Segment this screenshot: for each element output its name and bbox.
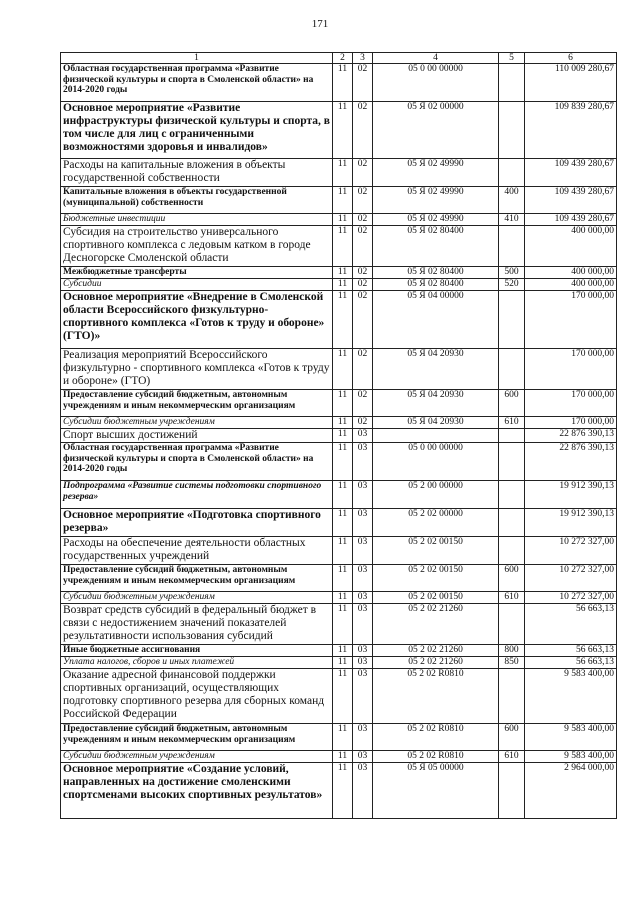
row-name-cell: Бюджетные инвестиции	[61, 214, 333, 226]
amount-cell: 22 876 390,13	[525, 443, 617, 481]
row-name-cell: Субсидии бюджетным учреждениям	[61, 751, 333, 763]
section-code-cell: 11	[333, 159, 353, 187]
page-number: 171	[311, 18, 329, 30]
target-article-cell: 05 2 02 21260	[373, 645, 499, 657]
table-row	[61, 349, 617, 390]
expense-type-cell: 400	[499, 187, 525, 214]
amount-cell: 109 839 280,67	[525, 102, 617, 159]
row-name-cell: Уплата налогов, сборов и иных платежей	[61, 657, 333, 669]
expense-type-cell: 410	[499, 214, 525, 226]
row-name-cell: Областная государственная программа «Развитие физической культуры и спорта в Смоленской области» на 2014-2020 годы	[61, 443, 333, 481]
section-code-cell: 11	[333, 279, 353, 291]
section-code-cell: 11	[333, 604, 353, 645]
target-article-cell: 05 Я 04 20930	[373, 349, 499, 390]
expense-type-cell	[499, 291, 525, 349]
table-row	[61, 279, 617, 291]
expense-type-cell	[499, 604, 525, 645]
target-article-cell: 05 2 02 00000	[373, 509, 499, 537]
column-number-row	[61, 53, 617, 64]
amount-cell: 170 000,00	[525, 390, 617, 417]
section-code-cell: 11	[333, 429, 353, 443]
table-row	[61, 481, 617, 509]
target-article-cell: 05 2 02 00150	[373, 537, 499, 565]
subsection-code-cell: 03	[353, 592, 373, 604]
column-number: 3	[353, 53, 373, 64]
table-row	[61, 751, 617, 763]
expense-type-cell	[499, 349, 525, 390]
table-row	[61, 267, 617, 279]
row-name-cell: Реализация мероприятий Всероссийского физкультурно - спортивного комплекса «Готов к труду и обороне» (ГТО)	[61, 349, 333, 390]
table-row	[61, 64, 617, 102]
row-name-cell: Предоставление субсидий бюджетным, автономным учреждениям и иным некоммерческим организациям	[61, 724, 333, 751]
section-code-cell: 11	[333, 64, 353, 102]
row-name-cell: Субсидии бюджетным учреждениям	[61, 592, 333, 604]
target-article-cell	[373, 429, 499, 443]
target-article-cell: 05 2 02 R0810	[373, 751, 499, 763]
section-code-cell: 11	[333, 657, 353, 669]
subsection-code-cell: 02	[353, 214, 373, 226]
row-name-cell: Предоставление субсидий бюджетным, автономным учреждениям и иным некоммерческим организациям	[61, 390, 333, 417]
expense-type-cell	[499, 64, 525, 102]
expense-type-cell: 800	[499, 645, 525, 657]
amount-cell: 2 964 000,00	[525, 763, 617, 819]
amount-cell: 109 439 280,67	[525, 214, 617, 226]
section-code-cell: 11	[333, 763, 353, 819]
target-article-cell: 05 0 00 00000	[373, 64, 499, 102]
row-name-cell: Предоставление субсидий бюджетным, автономным учреждениям и иным некоммерческим организациям	[61, 565, 333, 592]
amount-cell: 10 272 327,00	[525, 565, 617, 592]
row-name-cell: Основное мероприятие «Внедрение в Смоленской области Всероссийского физкультурно-спортивного комплекса «Готов к труду и обороне» (ГТО)»	[61, 291, 333, 349]
amount-cell: 170 000,00	[525, 349, 617, 390]
expense-type-cell: 850	[499, 657, 525, 669]
amount-cell: 400 000,00	[525, 267, 617, 279]
row-name-cell: Расходы на капитальные вложения в объекты государственной собственности	[61, 159, 333, 187]
row-name-cell: Субсидия на строительство универсального спортивного комплекса с ледовым катком в городе Десногорске Смоленской области	[61, 226, 333, 267]
amount-cell: 10 272 327,00	[525, 537, 617, 565]
section-code-cell: 11	[333, 751, 353, 763]
subsection-code-cell: 02	[353, 417, 373, 429]
expense-type-cell: 600	[499, 724, 525, 751]
table-row	[61, 102, 617, 159]
amount-cell: 110 009 280,67	[525, 64, 617, 102]
section-code-cell: 11	[333, 443, 353, 481]
expense-type-cell	[499, 102, 525, 159]
expense-type-cell	[499, 669, 525, 724]
row-name-cell: Субсидии	[61, 279, 333, 291]
section-code-cell: 11	[333, 417, 353, 429]
amount-cell: 19 912 390,13	[525, 509, 617, 537]
amount-cell: 109 439 280,67	[525, 187, 617, 214]
subsection-code-cell: 02	[353, 226, 373, 267]
table-row	[61, 214, 617, 226]
table-row	[61, 417, 617, 429]
amount-cell: 56 663,13	[525, 645, 617, 657]
subsection-code-cell: 02	[353, 159, 373, 187]
section-code-cell: 11	[333, 509, 353, 537]
section-code-cell: 11	[333, 645, 353, 657]
row-name-cell: Основное мероприятие «Развитие инфраструктуры физической культуры и спорта, в том числе для лиц с ограниченными возможностями здоровья и инвалидов»	[61, 102, 333, 159]
amount-cell: 170 000,00	[525, 417, 617, 429]
section-code-cell: 11	[333, 724, 353, 751]
target-article-cell: 05 2 00 00000	[373, 481, 499, 509]
table-row	[61, 390, 617, 417]
amount-cell: 400 000,00	[525, 279, 617, 291]
amount-cell: 9 583 400,00	[525, 751, 617, 763]
subsection-code-cell: 03	[353, 429, 373, 443]
section-code-cell: 11	[333, 267, 353, 279]
target-article-cell: 05 Я 02 80400	[373, 267, 499, 279]
target-article-cell: 05 Я 02 00000	[373, 102, 499, 159]
target-article-cell: 05 Я 02 80400	[373, 226, 499, 267]
target-article-cell: 05 Я 02 80400	[373, 279, 499, 291]
expense-type-cell: 610	[499, 592, 525, 604]
subsection-code-cell: 02	[353, 279, 373, 291]
row-name-cell: Подпрограмма «Развитие системы подготовки спортивного резерва»	[61, 481, 333, 509]
subsection-code-cell: 03	[353, 657, 373, 669]
table-row	[61, 537, 617, 565]
subsection-code-cell: 02	[353, 187, 373, 214]
amount-cell: 56 663,13	[525, 604, 617, 645]
table-row	[61, 657, 617, 669]
table-row	[61, 763, 617, 819]
amount-cell: 56 663,13	[525, 657, 617, 669]
target-article-cell: 05 Я 04 20930	[373, 390, 499, 417]
row-name-cell: Основное мероприятие «Создание условий, направленных на достижение смоленскими спортсменами высоких спортивных результатов»	[61, 763, 333, 819]
section-code-cell: 11	[333, 592, 353, 604]
table-row	[61, 645, 617, 657]
expense-type-cell: 600	[499, 390, 525, 417]
table-row	[61, 592, 617, 604]
column-number: 1	[61, 53, 333, 64]
table-row	[61, 565, 617, 592]
subsection-code-cell: 03	[353, 537, 373, 565]
expense-type-cell: 520	[499, 279, 525, 291]
target-article-cell: 05 Я 04 20930	[373, 417, 499, 429]
column-number: 2	[333, 53, 353, 64]
amount-cell: 19 912 390,13	[525, 481, 617, 509]
target-article-cell: 05 0 00 00000	[373, 443, 499, 481]
subsection-code-cell: 03	[353, 724, 373, 751]
section-code-cell: 11	[333, 390, 353, 417]
target-article-cell: 05 2 02 00150	[373, 592, 499, 604]
expense-type-cell	[499, 443, 525, 481]
table-row	[61, 226, 617, 267]
row-name-cell: Спорт высших достижений	[61, 429, 333, 443]
expense-type-cell: 600	[499, 565, 525, 592]
section-code-cell: 11	[333, 537, 353, 565]
amount-cell: 9 583 400,00	[525, 724, 617, 751]
table-row	[61, 291, 617, 349]
target-article-cell: 05 2 02 R0810	[373, 724, 499, 751]
subsection-code-cell: 03	[353, 443, 373, 481]
target-article-cell: 05 2 02 00150	[373, 565, 499, 592]
target-article-cell: 05 2 02 21260	[373, 657, 499, 669]
expense-type-cell	[499, 429, 525, 443]
section-code-cell: 11	[333, 565, 353, 592]
target-article-cell: 05 Я 05 00000	[373, 763, 499, 819]
row-name-cell: Областная государственная программа «Развитие физической культуры и спорта в Смоленской области» на 2014-2020 годы	[61, 64, 333, 102]
table-body	[61, 64, 617, 819]
expense-type-cell: 610	[499, 751, 525, 763]
section-code-cell: 11	[333, 226, 353, 267]
target-article-cell: 05 Я 02 49990	[373, 187, 499, 214]
subsection-code-cell: 03	[353, 669, 373, 724]
row-name-cell: Межбюджетные трансферты	[61, 267, 333, 279]
expense-type-cell	[499, 763, 525, 819]
expense-type-cell	[499, 481, 525, 509]
column-number: 6	[525, 53, 617, 64]
expense-type-cell	[499, 509, 525, 537]
subsection-code-cell: 02	[353, 291, 373, 349]
expense-type-cell	[499, 159, 525, 187]
subsection-code-cell: 02	[353, 390, 373, 417]
section-code-cell: 11	[333, 481, 353, 509]
section-code-cell: 11	[333, 291, 353, 349]
section-code-cell: 11	[333, 349, 353, 390]
table-row	[61, 509, 617, 537]
expense-type-cell: 500	[499, 267, 525, 279]
subsection-code-cell: 02	[353, 64, 373, 102]
target-article-cell: 05 Я 02 49990	[373, 214, 499, 226]
subsection-code-cell: 03	[353, 645, 373, 657]
target-article-cell: 05 2 02 21260	[373, 604, 499, 645]
column-number: 4	[373, 53, 499, 64]
table-row	[61, 604, 617, 645]
target-article-cell: 05 Я 02 49990	[373, 159, 499, 187]
table-row	[61, 429, 617, 443]
target-article-cell: 05 Я 04 00000	[373, 291, 499, 349]
subsection-code-cell: 03	[353, 509, 373, 537]
section-code-cell: 11	[333, 187, 353, 214]
subsection-code-cell: 03	[353, 481, 373, 509]
subsection-code-cell: 02	[353, 349, 373, 390]
section-code-cell: 11	[333, 102, 353, 159]
table-row	[61, 159, 617, 187]
expense-type-cell	[499, 226, 525, 267]
row-name-cell: Капитальные вложения в объекты государственной (муниципальной) собственности	[61, 187, 333, 214]
expense-type-cell: 610	[499, 417, 525, 429]
row-name-cell: Иные бюджетные ассигнования	[61, 645, 333, 657]
row-name-cell: Расходы на обеспечение деятельности областных государственных учреждений	[61, 537, 333, 565]
subsection-code-cell: 02	[353, 102, 373, 159]
amount-cell: 109 439 280,67	[525, 159, 617, 187]
section-code-cell: 11	[333, 669, 353, 724]
row-name-cell: Оказание адресной финансовой поддержки спортивных организаций, осуществляющих подготовку спортивного резерва для сборных команд Российской Федерации	[61, 669, 333, 724]
table-row	[61, 724, 617, 751]
amount-cell: 10 272 327,00	[525, 592, 617, 604]
table-row	[61, 443, 617, 481]
budget-table	[60, 52, 617, 819]
table-row	[61, 187, 617, 214]
expense-type-cell	[499, 537, 525, 565]
subsection-code-cell: 02	[353, 267, 373, 279]
subsection-code-cell: 03	[353, 604, 373, 645]
subsection-code-cell: 03	[353, 751, 373, 763]
row-name-cell: Субсидии бюджетным учреждениям	[61, 417, 333, 429]
target-article-cell: 05 2 02 R0810	[373, 669, 499, 724]
section-code-cell: 11	[333, 214, 353, 226]
amount-cell: 170 000,00	[525, 291, 617, 349]
amount-cell: 22 876 390,13	[525, 429, 617, 443]
subsection-code-cell: 03	[353, 565, 373, 592]
subsection-code-cell: 03	[353, 763, 373, 819]
row-name-cell: Основное мероприятие «Подготовка спортивного резерва»	[61, 509, 333, 537]
column-number: 5	[499, 53, 525, 64]
table-row	[61, 669, 617, 724]
amount-cell: 400 000,00	[525, 226, 617, 267]
row-name-cell: Возврат средств субсидий в федеральный бюджет в связи с недостижением значений показателей результативности использования субсидий	[61, 604, 333, 645]
amount-cell: 9 583 400,00	[525, 669, 617, 724]
